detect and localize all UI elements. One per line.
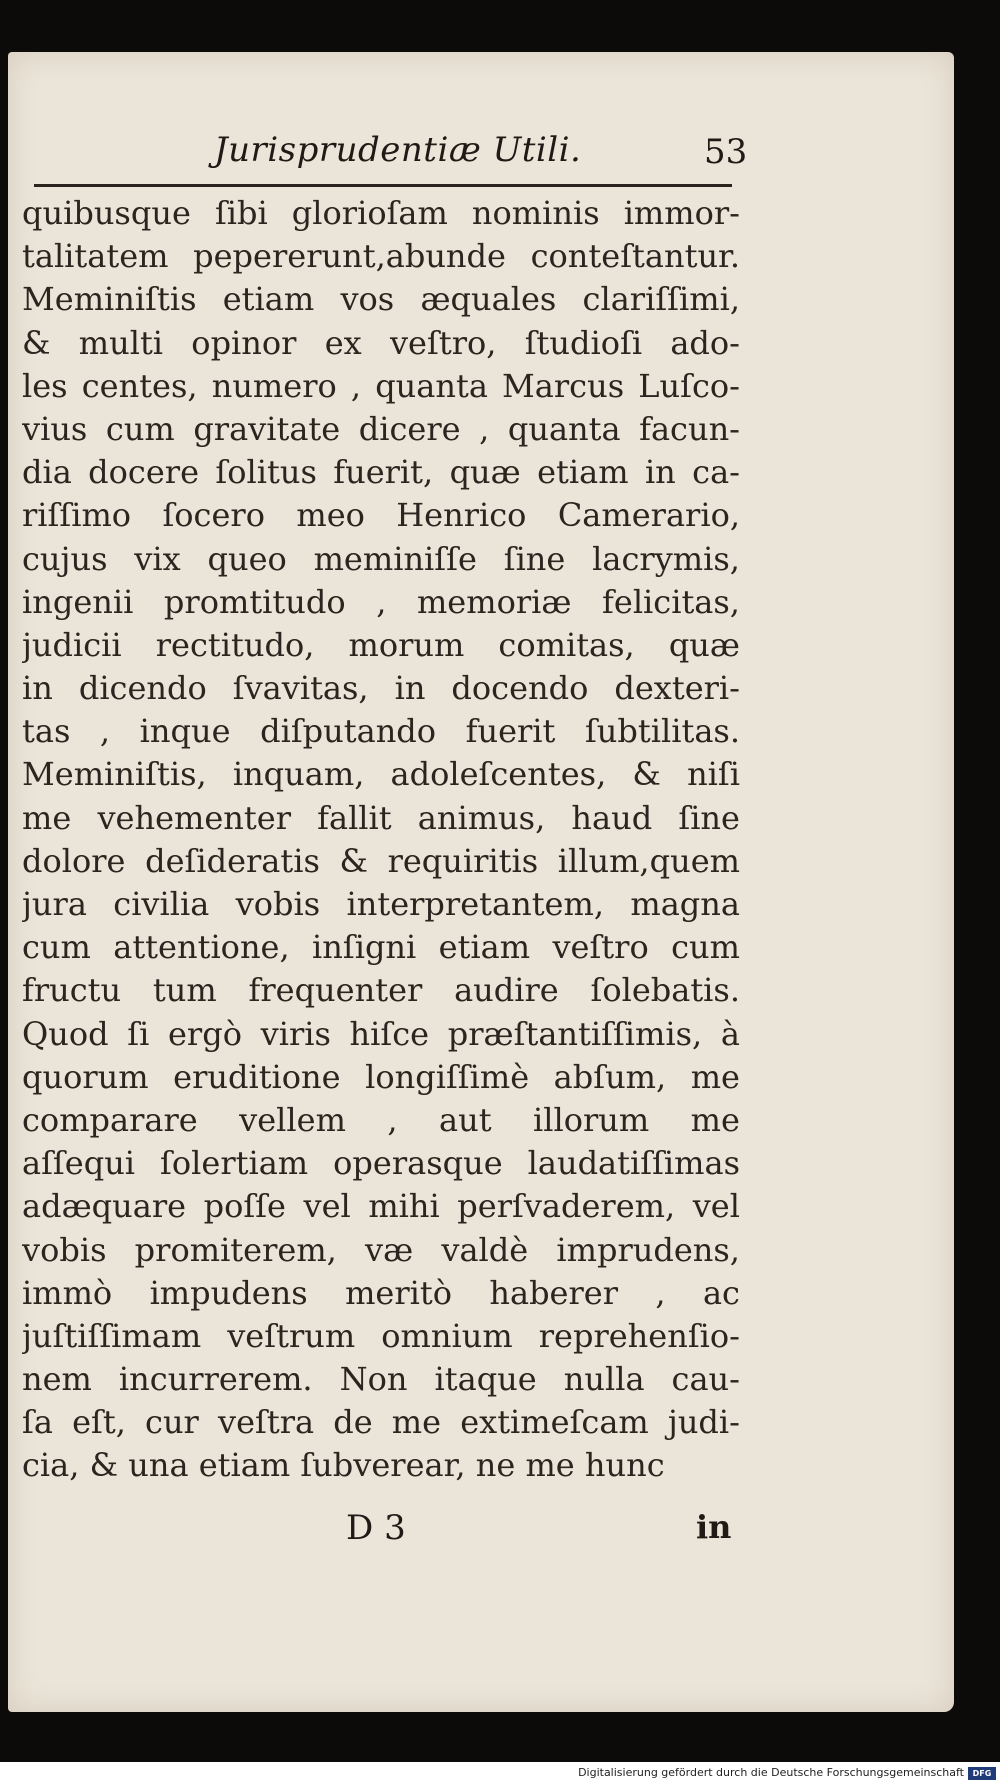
word: felicitas, bbox=[602, 582, 740, 621]
word: illorum bbox=[533, 1100, 650, 1139]
word: me bbox=[690, 1100, 740, 1139]
word: eſt, bbox=[72, 1403, 126, 1442]
text-line bbox=[22, 235, 740, 278]
word: dicendo bbox=[78, 669, 207, 708]
text-line bbox=[22, 538, 740, 581]
word: itaque bbox=[434, 1360, 537, 1399]
word: , bbox=[99, 712, 111, 751]
word: etiam bbox=[222, 280, 315, 319]
word: cur bbox=[145, 1403, 199, 1442]
text-line bbox=[22, 1358, 740, 1401]
word: poſſe bbox=[203, 1187, 286, 1226]
word: in bbox=[22, 669, 53, 708]
word: ſocero bbox=[162, 496, 265, 535]
word: etiam bbox=[537, 453, 629, 492]
signature-mark: D 3 bbox=[346, 1508, 406, 1548]
word: quanta bbox=[375, 366, 488, 405]
word: facun- bbox=[639, 409, 740, 448]
word: judicii bbox=[22, 625, 122, 664]
word: aſſequi bbox=[22, 1144, 136, 1183]
header-rule bbox=[34, 184, 732, 187]
word: attentione, bbox=[113, 928, 290, 967]
word: conteſtantur. bbox=[530, 237, 740, 276]
word: animus, bbox=[417, 798, 546, 837]
text-line bbox=[22, 969, 740, 1012]
word: memoriæ bbox=[416, 582, 572, 621]
word: , bbox=[350, 366, 362, 405]
word: rectitudo, bbox=[155, 625, 315, 664]
word: veſtra bbox=[217, 1403, 315, 1442]
word: Luſco- bbox=[638, 366, 740, 405]
word: fructu bbox=[22, 971, 122, 1010]
word: vobis bbox=[22, 1230, 107, 1269]
word: morum bbox=[348, 625, 465, 664]
word: præſtantiſſimis, bbox=[447, 1014, 703, 1053]
word: dia bbox=[22, 453, 72, 492]
word: vix bbox=[134, 539, 181, 578]
word: juſtiſſimam bbox=[22, 1316, 202, 1355]
text-line bbox=[22, 1056, 740, 1099]
word: cujus bbox=[22, 539, 108, 578]
word: comitas, bbox=[498, 625, 635, 664]
word: impudens bbox=[149, 1273, 308, 1312]
word: meritò bbox=[345, 1273, 452, 1312]
word: illum,quem bbox=[557, 841, 740, 880]
text-line bbox=[22, 408, 740, 451]
text-line bbox=[22, 278, 740, 321]
word: dexteri- bbox=[614, 669, 740, 708]
word: pepererunt,abunde bbox=[193, 237, 506, 276]
word: operasque bbox=[333, 1144, 503, 1183]
text-line bbox=[22, 710, 740, 753]
word: aut bbox=[439, 1100, 492, 1139]
word: immor- bbox=[623, 194, 740, 232]
word: adoleſcentes, bbox=[390, 755, 607, 794]
word: opinor bbox=[191, 323, 297, 362]
word: haberer bbox=[489, 1273, 619, 1312]
word: vehementer bbox=[97, 798, 291, 837]
word: meo bbox=[296, 496, 365, 535]
word: vel bbox=[303, 1187, 351, 1226]
word: abſum, bbox=[553, 1057, 667, 1096]
word: Meminiſtis bbox=[22, 280, 197, 319]
word: judi- bbox=[667, 1403, 740, 1442]
word: Quod bbox=[22, 1014, 109, 1053]
word: perſvaderem, bbox=[457, 1187, 676, 1226]
word: væ bbox=[365, 1230, 414, 1269]
page-number: 53 bbox=[704, 132, 748, 172]
text-line bbox=[22, 1185, 740, 1228]
word: ſtudioſi bbox=[524, 323, 643, 362]
word: promiterem, bbox=[134, 1230, 337, 1269]
word: vos bbox=[340, 280, 395, 319]
word: glorioſam bbox=[291, 194, 448, 232]
text-line bbox=[22, 494, 740, 537]
word: docere bbox=[88, 453, 200, 492]
word: quorum bbox=[22, 1057, 149, 1096]
word: , bbox=[655, 1273, 666, 1312]
word: à bbox=[720, 1014, 740, 1053]
word: ac bbox=[702, 1273, 740, 1312]
word: æquales bbox=[420, 280, 557, 319]
word: in bbox=[644, 453, 676, 492]
word: veſtrum bbox=[227, 1316, 356, 1355]
word: deſideratis bbox=[145, 841, 320, 880]
word: Marcus bbox=[502, 366, 625, 405]
word: ſubtilitas. bbox=[584, 712, 740, 751]
text-line bbox=[22, 365, 740, 408]
word: les bbox=[22, 366, 68, 405]
word: veſtro, bbox=[389, 323, 497, 362]
word: ca- bbox=[692, 453, 740, 492]
running-head: Jurisprudentiæ Utili. bbox=[214, 130, 582, 170]
word: tum bbox=[152, 971, 217, 1010]
word: fallit bbox=[317, 798, 392, 837]
word: clariſſimi, bbox=[582, 280, 740, 319]
word: de bbox=[333, 1403, 373, 1442]
word: mihi bbox=[368, 1187, 440, 1226]
text-line bbox=[22, 840, 740, 883]
word: fuerit, bbox=[333, 453, 434, 492]
text-line bbox=[22, 451, 740, 494]
text-line bbox=[22, 797, 740, 840]
word: veſtro bbox=[552, 928, 649, 967]
word: quibusque bbox=[22, 194, 191, 232]
word: inſigni bbox=[312, 928, 417, 967]
word: inque bbox=[139, 712, 231, 751]
word: haud bbox=[571, 798, 653, 837]
word: longiſſimè bbox=[365, 1057, 530, 1096]
word: dolore bbox=[22, 841, 126, 880]
word: meminiſſe bbox=[313, 539, 477, 578]
word: dicere bbox=[358, 409, 461, 448]
word: ado- bbox=[670, 323, 740, 362]
text-line bbox=[22, 1229, 740, 1272]
body-text bbox=[22, 192, 740, 1488]
word: quanta bbox=[507, 409, 621, 448]
word: fuerit bbox=[465, 712, 556, 751]
word: tas bbox=[22, 712, 71, 751]
word: queo bbox=[207, 539, 287, 578]
word: centes, bbox=[81, 366, 198, 405]
word: vellem bbox=[239, 1100, 346, 1139]
text-line bbox=[22, 581, 740, 624]
text-line bbox=[22, 1142, 740, 1185]
word: jura bbox=[22, 885, 87, 923]
text-line: cia, & una etiam ſubverear, ne me hunc bbox=[22, 1446, 665, 1485]
word: interpretantem, bbox=[346, 885, 604, 923]
word: incurrerem. bbox=[118, 1360, 313, 1399]
word: omnium bbox=[381, 1316, 513, 1355]
word: vobis bbox=[235, 885, 321, 923]
catchword: in bbox=[696, 1508, 732, 1546]
word: cum bbox=[105, 409, 175, 448]
word: & bbox=[632, 755, 661, 794]
word: docendo bbox=[451, 669, 589, 708]
word: ſolitus bbox=[215, 453, 317, 492]
word: lacrymis, bbox=[592, 539, 740, 578]
word: ſa bbox=[22, 1403, 53, 1442]
word: ſibi bbox=[214, 194, 268, 232]
word: Non bbox=[339, 1360, 408, 1399]
word: Henrico bbox=[396, 496, 527, 535]
word: inquam, bbox=[232, 755, 365, 794]
word: hiſce bbox=[349, 1014, 430, 1053]
text-line bbox=[22, 753, 740, 796]
word: & bbox=[339, 841, 368, 880]
word: cum bbox=[22, 928, 91, 967]
word: valdè bbox=[441, 1230, 529, 1269]
word: vius bbox=[22, 409, 88, 448]
word: adæquare bbox=[22, 1187, 187, 1226]
word: ſine bbox=[503, 539, 566, 578]
word: quæ bbox=[668, 625, 740, 664]
word: diſputando bbox=[260, 712, 437, 751]
word: immò bbox=[22, 1273, 113, 1312]
word: talitatem bbox=[22, 237, 169, 276]
word: ergò bbox=[167, 1014, 242, 1053]
word: imprudens, bbox=[556, 1230, 740, 1269]
word: ſvavitas, bbox=[232, 669, 369, 708]
word: riſſimo bbox=[22, 496, 132, 535]
word: eruditione bbox=[173, 1057, 341, 1096]
word: cau- bbox=[671, 1360, 740, 1399]
word: magna bbox=[630, 885, 740, 923]
word: in bbox=[394, 669, 426, 708]
word: civilia bbox=[113, 885, 210, 923]
text-line bbox=[22, 667, 740, 710]
word: numero bbox=[211, 366, 337, 405]
word: ſolertiam bbox=[160, 1144, 309, 1183]
word: extimeſcam bbox=[460, 1403, 649, 1442]
word: reprehenſio- bbox=[538, 1316, 740, 1355]
word: niſi bbox=[687, 755, 740, 794]
word: & bbox=[22, 323, 51, 362]
word: comparare bbox=[22, 1100, 198, 1139]
word: Camerario, bbox=[557, 496, 740, 535]
word: frequenter bbox=[248, 971, 423, 1010]
word: gravitate bbox=[193, 409, 341, 448]
word: ex bbox=[324, 323, 362, 362]
word: Meminiſtis, bbox=[22, 755, 207, 794]
word: me bbox=[690, 1057, 740, 1096]
word: me bbox=[391, 1403, 442, 1442]
word: vel bbox=[692, 1187, 740, 1226]
text-line bbox=[22, 624, 740, 667]
word: multi bbox=[78, 323, 164, 362]
word: , bbox=[376, 582, 387, 621]
word: nulla bbox=[563, 1360, 645, 1399]
text-line bbox=[22, 1099, 740, 1142]
word: me bbox=[22, 798, 72, 837]
text-line bbox=[22, 1272, 740, 1315]
word: viris bbox=[260, 1014, 331, 1053]
text-line bbox=[22, 926, 740, 969]
text-line bbox=[22, 322, 740, 365]
word: quæ bbox=[449, 453, 521, 492]
word: , bbox=[387, 1100, 398, 1139]
word: requiritis bbox=[387, 841, 539, 880]
dfg-logo: DFG bbox=[968, 1767, 996, 1780]
word: etiam bbox=[438, 928, 531, 967]
word: audire bbox=[454, 971, 559, 1010]
word: , bbox=[479, 409, 490, 448]
word: ſolebatis. bbox=[590, 971, 740, 1010]
word: ingenii bbox=[22, 582, 134, 621]
word: ſi bbox=[127, 1014, 150, 1053]
word: ſine bbox=[678, 798, 740, 837]
text-line bbox=[22, 1013, 740, 1056]
text-line bbox=[22, 883, 740, 926]
text-line bbox=[22, 1401, 740, 1444]
word: promtitudo bbox=[163, 582, 346, 621]
word: nominis bbox=[471, 194, 600, 232]
text-line bbox=[22, 192, 740, 235]
text-line bbox=[22, 1315, 740, 1358]
digitization-credit: Digitalisierung gefördert durch die Deutsche Forschungsgemeinschaft bbox=[578, 1766, 964, 1779]
word: cum bbox=[671, 928, 740, 967]
word: laudatiſſimas bbox=[527, 1144, 740, 1183]
word: nem bbox=[22, 1360, 92, 1399]
